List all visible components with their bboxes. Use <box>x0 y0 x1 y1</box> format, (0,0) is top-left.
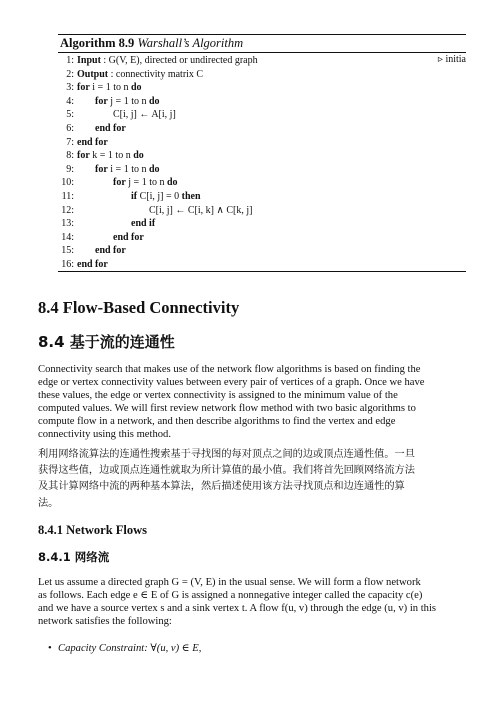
algorithm-box <box>58 34 466 272</box>
line-number: 5: <box>66 109 74 121</box>
text-line: 及其计算网络中流的两种基本算法，然后描述使用该方法寻找顶点和边连通性的算 <box>38 481 405 493</box>
algorithm-line <box>58 122 126 136</box>
line-number: 1: <box>66 55 74 66</box>
algorithm-comment: ▹ initia <box>437 54 466 65</box>
line-number: 16: <box>61 259 74 270</box>
algorithm-bottom-rule <box>58 271 466 272</box>
text-line: Connectivity search that makes use of the network flow algorithms is based on finding the <box>38 364 421 375</box>
line-keyword: then <box>181 191 201 202</box>
section-title-cn: 8.4 基于流的连通性 <box>38 333 175 351</box>
line-number: 12: <box>61 204 74 216</box>
line-number: 8: <box>66 150 74 162</box>
line-keyword: end for <box>113 231 144 243</box>
algorithm-line <box>58 244 126 258</box>
bullet-item <box>48 642 201 654</box>
bullet-text: Capacity Constraint: ∀(u, v) ∈ E, <box>58 643 202 654</box>
algorithm-line <box>58 231 144 245</box>
line-number: 6: <box>66 123 74 134</box>
line-keyword: end for <box>95 123 126 134</box>
line-text: C[i, j] = 0 <box>137 191 182 202</box>
text-line: connectivity using this method. <box>38 428 171 440</box>
line-text: : connectivity matrix C <box>108 68 204 80</box>
algorithm-name: Warshall’s Algorithm <box>137 36 244 50</box>
line-number: 10: <box>61 177 74 189</box>
algorithm-line <box>58 258 108 272</box>
text-line: edge or vertex connectivity values between every pair of vertices of a graph. Once we have <box>38 376 425 388</box>
line-keyword: for <box>95 95 108 107</box>
text-line: 法。 <box>38 497 59 509</box>
algorithm-line <box>58 176 178 190</box>
line-keyword: end for <box>95 245 126 257</box>
text-line: and we have a source vertex s and a sink vertex t. A flow f(u, v) through the edge (u, v) in this <box>38 602 437 614</box>
section-paragraph-cn <box>38 447 464 512</box>
line-text: i = 1 to n <box>107 163 149 175</box>
text-line: as follows. Each edge e ∈ E of G is assigned a nonnegative integer called the capacity c(e) <box>38 589 423 601</box>
line-keyword: for <box>77 150 90 162</box>
line-keyword: do <box>148 163 160 175</box>
algorithm-line <box>58 163 160 177</box>
line-keyword: for <box>77 82 90 94</box>
text-line: 获得这些值，边或顶点连通性就取为所计算值的最小值。我们将首先回顾网络流方法 <box>38 465 415 477</box>
line-number: 4: <box>66 95 74 107</box>
line-keyword: end if <box>131 218 156 230</box>
algorithm-line <box>58 81 142 95</box>
text-line: compute flow in a network, and then describe algorithms to find the vertex and edge <box>38 415 396 427</box>
text-line: network satisfies the following: <box>38 615 172 627</box>
algorithm-line <box>58 136 108 150</box>
algorithm-line <box>58 217 155 231</box>
algorithm-line <box>58 204 252 218</box>
line-text: j = 1 to n <box>107 95 149 107</box>
line-number: 11: <box>61 191 74 202</box>
line-keyword: for <box>113 177 126 189</box>
line-number: 14: <box>61 231 74 243</box>
algorithm-line <box>58 108 176 122</box>
section-paragraph-en <box>38 364 464 441</box>
bullet-dot: • <box>48 643 52 654</box>
line-number: 9: <box>66 163 74 175</box>
line-keyword: Input <box>77 55 101 66</box>
subsection-paragraph <box>38 577 464 629</box>
text-line: Let us assume a directed graph G = (V, E) in the usual sense. We will form a flow network <box>38 577 421 588</box>
algorithm-line <box>58 149 144 163</box>
line-keyword: for <box>95 163 108 175</box>
algorithm-caption <box>58 35 466 52</box>
section-title-en: 8.4 Flow-Based Connectivity <box>38 298 240 317</box>
line-text: i = 1 to n <box>89 82 131 94</box>
line-keyword: Output <box>77 68 109 80</box>
line-keyword: end for <box>77 136 108 148</box>
algorithm-line <box>58 95 160 109</box>
algorithm-lines <box>58 53 466 271</box>
line-keyword: do <box>130 82 142 94</box>
subsection-title-en: 8.4.1 Network Flows <box>38 523 148 537</box>
line-keyword: end for <box>77 259 108 270</box>
line-number: 15: <box>61 245 74 257</box>
text-line: these values, the edge or vertex connectivity is assigned to the minimum value of the <box>38 389 398 401</box>
text-line: 利用网络流算法的连通性搜索基于寻找图的每对顶点之间的边或顶点连通性值。一旦 <box>38 449 415 460</box>
algorithm-label: Algorithm 8.9 <box>60 36 135 50</box>
line-text: j = 1 to n <box>125 177 167 189</box>
line-number: 7: <box>66 136 74 148</box>
text-line: computed values. We will first review network flow method with two basic algorithms to <box>38 402 416 414</box>
line-keyword: do <box>148 95 160 107</box>
line-text: k = 1 to n <box>89 150 134 162</box>
line-keyword: if <box>131 191 138 202</box>
algorithm-line <box>58 54 258 68</box>
line-keyword: do <box>166 177 178 189</box>
line-number: 13: <box>61 218 74 230</box>
line-number: 2: <box>66 68 74 80</box>
algorithm-line <box>58 190 201 204</box>
algorithm-line <box>58 68 203 82</box>
line-keyword: do <box>133 150 144 162</box>
line-text: : G(V, E), directed or undirected graph <box>100 55 258 66</box>
subsection-title-cn: 8.4.1 网络流 <box>38 550 110 564</box>
line-text: C[i, j] ← A[i, j] <box>113 109 176 121</box>
line-number: 3: <box>66 82 74 94</box>
line-text: C[i, j] ← C[i, k] ∧ C[k, j] <box>149 204 253 216</box>
